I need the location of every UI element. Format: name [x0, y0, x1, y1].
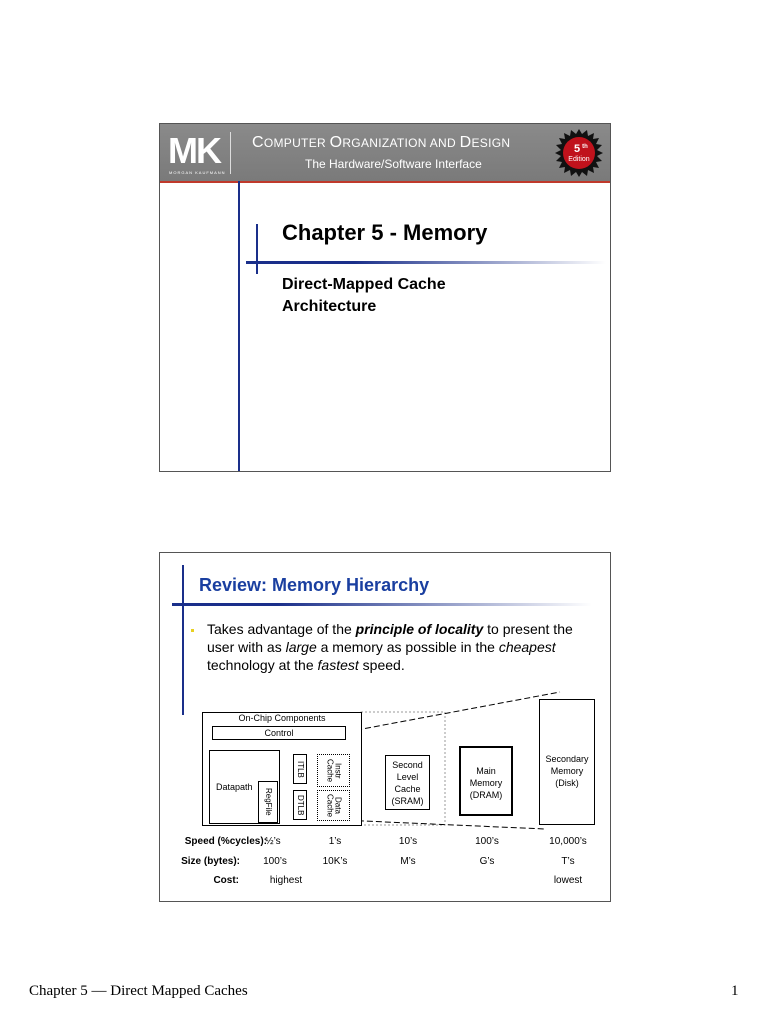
speed-value: 100’s	[475, 836, 499, 847]
chapter-subtitle	[282, 274, 542, 318]
publisher-logo: MK	[168, 130, 220, 171]
cost-value: highest	[269, 875, 303, 886]
size-value: M’s	[400, 856, 416, 867]
size-value: 100’s	[263, 856, 287, 867]
slide-vertical-rule	[238, 181, 240, 471]
box-label-line: Main	[476, 766, 496, 776]
datapath-box: Datapath	[209, 750, 280, 824]
publisher-name: MORGAN KAUFMANN	[169, 170, 226, 175]
book-subtitle: The Hardware/Software Interface	[305, 157, 482, 171]
size-value: G’s	[479, 856, 495, 867]
secondary-memory-box	[539, 699, 595, 825]
box-label-line: (Disk)	[555, 778, 579, 788]
badge-edition: Edition	[568, 156, 590, 163]
speed-value: ½’s	[265, 836, 281, 847]
book-header-bar	[160, 124, 610, 181]
data-cache-box: Data Cache	[317, 790, 350, 821]
box-label-line: (DRAM)	[469, 790, 503, 800]
badge-sup: th	[582, 144, 588, 150]
title-horizontal-rule	[246, 261, 606, 264]
slide-title: Review: Memory Hierarchy	[199, 575, 430, 595]
memory-hierarchy-slide	[159, 552, 611, 902]
book-title: COMPUTER ORGANIZATION AND DESIGN	[252, 134, 511, 151]
logo-divider	[230, 132, 231, 174]
box-label-line: (SRAM)	[391, 796, 424, 806]
second-level-cache-box	[385, 755, 430, 810]
bullet-text: Takes advantage of the principle of locality to present the user with as large a memory as possible in the cheapest technology at the fastest speed.	[207, 621, 573, 673]
page-number: 1	[731, 983, 739, 999]
speed-value: 10’s	[398, 836, 418, 847]
cost-value: lowest	[553, 875, 583, 886]
main-memory-box	[459, 746, 513, 816]
dtlb-box: DTLB	[293, 790, 307, 820]
speed-row-label: Speed (%cycles):	[184, 836, 267, 847]
chapter-subtitle-line: Architecture	[282, 298, 377, 315]
size-row-label: Size (bytes):	[181, 856, 240, 867]
chapter-title: Chapter 5 - Memory	[282, 220, 488, 245]
on-chip-label: On-Chip Components	[238, 713, 326, 723]
itlb-box: ITLB	[293, 754, 307, 784]
instr-cache-box: Instr Cache	[317, 754, 350, 787]
page-footer-title: Chapter 5 — Direct Mapped Caches	[29, 983, 248, 999]
box-label-line: Secondary	[545, 754, 589, 764]
box-label-line: Cache	[394, 784, 421, 794]
badge-number: 5	[573, 143, 581, 155]
size-value: 10K’s	[322, 856, 348, 867]
control-box: Control	[212, 726, 346, 740]
edition-badge	[554, 128, 604, 178]
title-slide	[159, 123, 611, 472]
title-tick-rule	[256, 224, 258, 274]
speed-value: 10,000’s	[549, 836, 587, 847]
speed-value: 1’s	[328, 836, 342, 847]
cost-row-label: Cost:	[213, 875, 239, 886]
header-red-rule	[160, 181, 610, 183]
box-label-line: Memory	[469, 778, 503, 788]
box-label-line: Second	[392, 760, 423, 770]
chapter-subtitle-line: Direct-Mapped Cache	[282, 276, 446, 293]
regfile-box: RegFile	[258, 781, 278, 823]
box-label-line: Memory	[550, 766, 584, 776]
size-value: T’s	[561, 856, 575, 867]
box-label-line: Level	[396, 772, 419, 782]
